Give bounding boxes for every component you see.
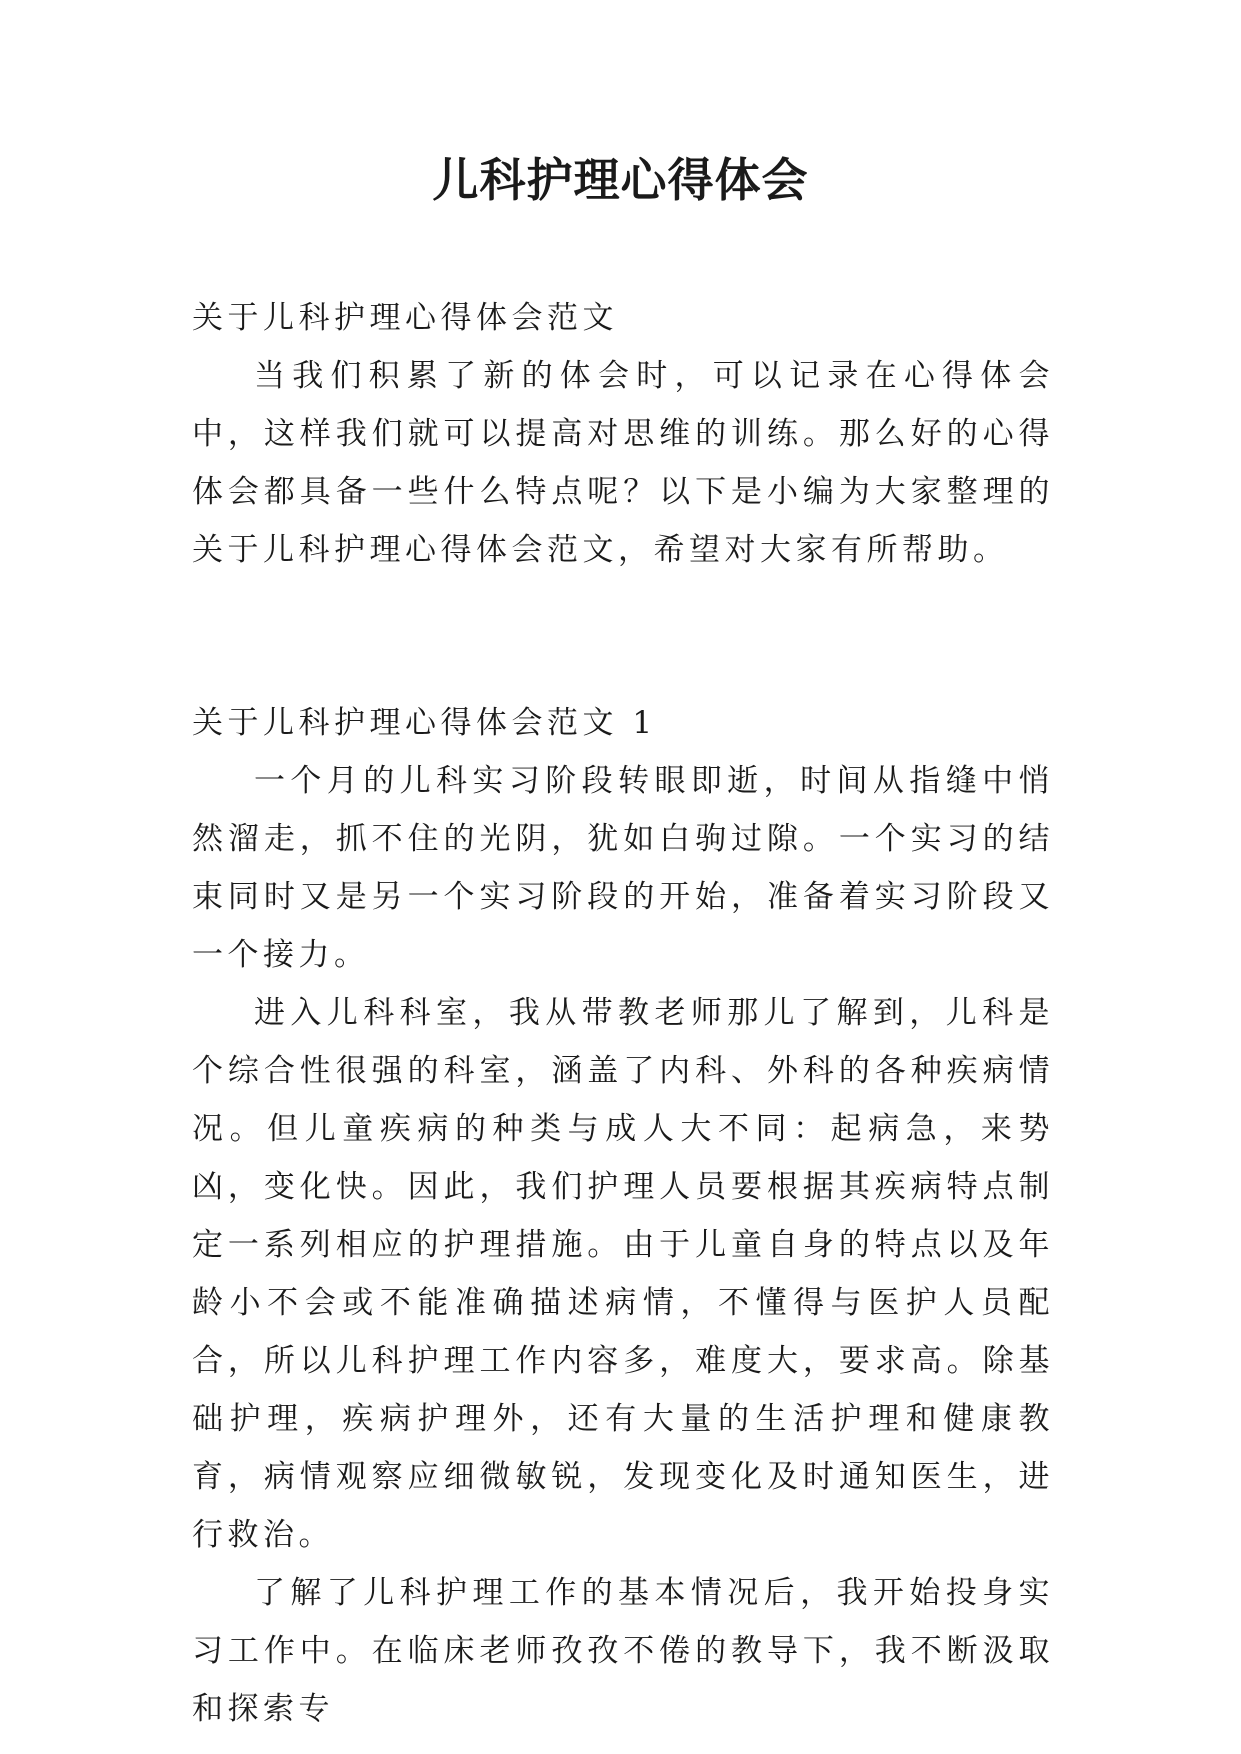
paragraph: 进入儿科科室，我从带教老师那儿了解到，儿科是个综合性很强的科室，涵盖了内科、外科的各种疾病情况。但儿童疾病的种类与成人大不同：起病急，来势凶，变化快。因此，我们护理人员要根据其疾病特点制定一系列相应的护理措施。由于儿童自身的特点以及年龄小不会或不能准确描述病情，不懂得与医护人员配合，所以儿科护理工作内容多，难度大，要求高。除基础护理，疾病护理外，还有大量的生活护理和健康教育，病情观察应细微敏锐，发现变化及时通知医生，进行救治。	[192, 995, 1054, 1553]
section-essay-1	[192, 694, 1054, 1738]
paragraph: 一个月的儿科实习阶段转眼即逝，时间从指缝中悄然溜走，抓不住的光阴，犹如白驹过隙。一个实习的结束同时又是另一个实习阶段的开始，准备着实习阶段又一个接力。	[192, 763, 1054, 973]
section-intro	[192, 289, 1054, 579]
paragraph: 了解了儿科护理工作的基本情况后，我开始投身实习工作中。在临床老师孜孜不倦的教导下，我不断汲取和探索专	[192, 1575, 1054, 1727]
document-title: 儿科护理心得体会	[432, 153, 809, 207]
section-heading: 关于儿科护理心得体会范文 1	[192, 705, 657, 741]
paragraph: 当我们积累了新的体会时，可以记录在心得体会中，这样我们就可以提高对思维的训练。那么好的心得体会都具备一些什么特点呢？以下是小编为大家整理的关于儿科护理心得体会范文，希望对大家有所帮助。	[192, 358, 1054, 568]
section-heading: 关于儿科护理心得体会范文	[192, 300, 618, 336]
